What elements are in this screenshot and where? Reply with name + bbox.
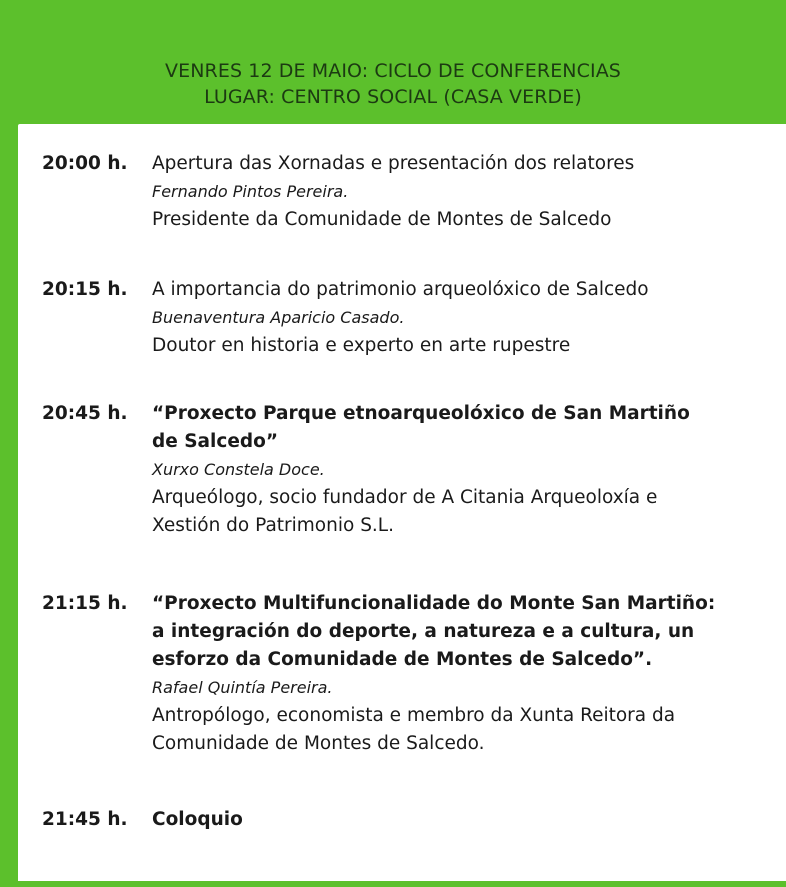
session-time: 21:45 h. (42, 809, 128, 830)
speaker-role: Doutor en historia e experto en arte rupestre (152, 335, 571, 356)
speaker-role: Comunidade de Montes de Salcedo. (152, 733, 485, 754)
event-location: LUGAR: CENTRO SOCIAL (CASA VERDE) (204, 86, 582, 108)
session-title: “Proxecto Parque etnoarqueolóxico de San Martiño (152, 403, 690, 424)
session-details (152, 150, 634, 234)
session-time: 20:15 h. (42, 279, 128, 300)
agenda-session (42, 806, 243, 834)
event-date-title: VENRES 12 DE MAIO: CICLO DE CONFERENCIAS (165, 60, 621, 82)
session-title: a integración do deporte, a natureza e a cultura, un (152, 621, 695, 642)
session-details (152, 806, 243, 834)
session-title: de Salcedo” (152, 431, 279, 452)
agenda-session (42, 150, 634, 234)
session-time: 20:00 h. (42, 153, 128, 174)
agenda-session (42, 590, 715, 758)
session-details (152, 400, 690, 540)
session-title: Coloquio (152, 809, 243, 830)
session-title: A importancia do patrimonio arqueolóxico de Salcedo (152, 279, 649, 300)
session-speaker: Rafael Quintía Pereira. (152, 678, 333, 697)
agenda-panel (18, 124, 786, 881)
speaker-role: Arqueólogo, socio fundador de A Citania Arqueoloxía e (152, 487, 658, 508)
session-speaker: Buenaventura Aparicio Casado. (152, 308, 405, 327)
session-time: 20:45 h. (42, 403, 128, 424)
speaker-role: Antropólogo, economista e membro da Xunta Reitora da (152, 705, 676, 726)
session-title: esforzo da Comunidade de Montes de Salcedo”. (152, 649, 653, 670)
speaker-role: Xestión do Patrimonio S.L. (152, 515, 394, 536)
session-title: “Proxecto Multifuncionalidade do Monte San Martiño: (152, 593, 716, 614)
session-details (152, 276, 649, 360)
session-time: 21:15 h. (42, 593, 128, 614)
speaker-role: Presidente da Comunidade de Montes de Salcedo (152, 209, 612, 230)
session-details (152, 590, 715, 758)
session-speaker: Xurxo Constela Doce. (152, 460, 325, 479)
session-speaker: Fernando Pintos Pereira. (152, 182, 349, 201)
agenda-session (42, 400, 690, 540)
event-header (0, 58, 786, 110)
session-title: Apertura das Xornadas e presentación dos relatores (152, 153, 635, 174)
agenda-session (42, 276, 649, 360)
